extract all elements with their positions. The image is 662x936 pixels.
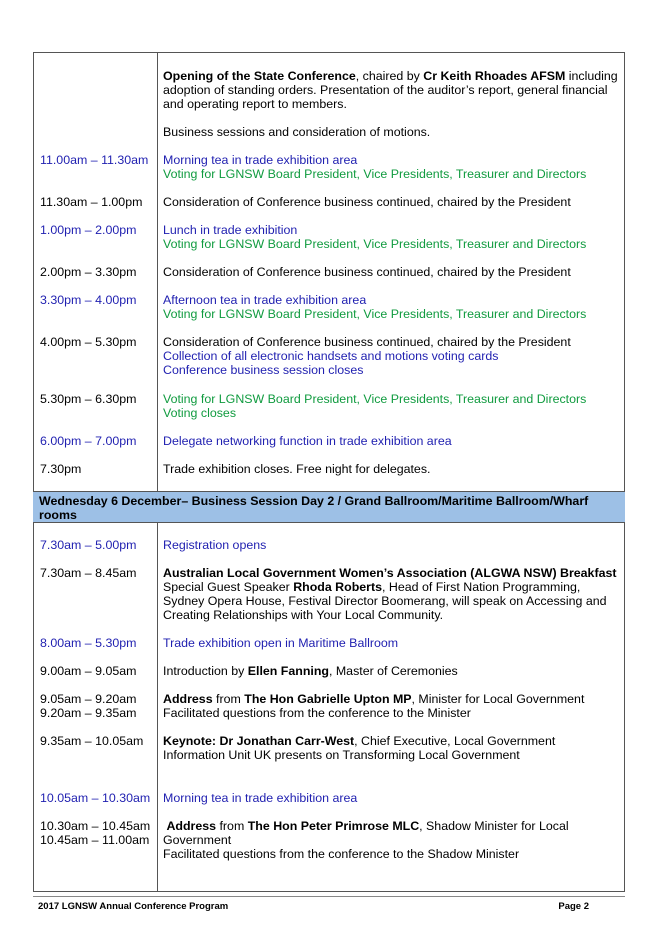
- speaker-intro: Special Guest Speaker: [163, 580, 294, 594]
- row-time: 9.35am – 10.05am: [40, 734, 144, 748]
- row-time: [40, 819, 150, 847]
- footer-rule: [33, 896, 625, 897]
- row-description: [163, 692, 619, 720]
- row-time: 5.30pm – 6.30pm: [40, 392, 137, 406]
- description-line: Collection of all electronic handsets and motions voting cards: [163, 349, 499, 363]
- column-divider-bottom: [157, 523, 158, 892]
- description-line: Consideration of Conference business continued, chaired by the President: [163, 195, 571, 209]
- opening-text: [163, 69, 619, 111]
- row-time: 11.00am – 11.30am: [40, 153, 149, 167]
- description-line: Voting for LGNSW Board President, Vice Presidents, Treasurer and Directors: [163, 307, 587, 321]
- row-description: Trade exhibition open in Maritime Ballroom: [163, 636, 399, 650]
- description-line: Morning tea in trade exhibition area: [163, 153, 358, 167]
- description-line: Afternoon tea in trade exhibition area: [163, 293, 367, 307]
- time-line: 10.30am – 10.45am: [40, 819, 151, 833]
- row-time: 6.00pm – 7.00pm: [40, 434, 137, 448]
- row-time: [40, 692, 136, 720]
- row-time: 11.30am – 1.00pm: [40, 195, 143, 209]
- row-description: [163, 462, 619, 476]
- speaker-name: Rhoda Roberts: [293, 580, 382, 594]
- shadow-minister-name: The Hon Peter Primrose MLC: [247, 819, 420, 833]
- minister-name: The Hon Gabrielle Upton MP: [244, 692, 412, 706]
- time-line: 9.20am – 9.35am: [40, 706, 137, 720]
- chair-name: Cr Keith Rhoades AFSM: [423, 69, 566, 83]
- row-time: 7.30am – 8.45am: [40, 566, 137, 580]
- intro-prefix: Introduction by: [163, 664, 248, 678]
- row-time: 8.00am – 5.30pm: [40, 636, 137, 650]
- time-line: 10.45am – 11.00am: [40, 833, 150, 847]
- row-time: 9.00am – 9.05am: [40, 664, 137, 678]
- day2-header: Wednesday 6 December– Business Session Day 2 / Grand Ballroom/Maritime Ballroom/Wharf rooms: [33, 491, 625, 523]
- address-label: Address: [163, 692, 213, 706]
- opening-title: Opening of the State Conference: [163, 69, 356, 83]
- row-description: Registration opens: [163, 538, 267, 552]
- description-line: Voting closes: [163, 406, 237, 420]
- row-time: 4.00pm – 5.30pm: [40, 335, 137, 349]
- row-description: [163, 664, 619, 678]
- description-line: Lunch in trade exhibition: [163, 223, 298, 237]
- time-line: 9.05am – 9.20am: [40, 692, 137, 706]
- mc-name: Ellen Fanning: [247, 664, 329, 678]
- opening-mid: , chaired by: [355, 69, 424, 83]
- row-description: Morning tea in trade exhibition area: [163, 791, 358, 805]
- row-time: 7.30am – 5.00pm: [40, 538, 137, 552]
- address-from: from: [212, 692, 245, 706]
- row-time: 1.00pm – 2.00pm: [40, 223, 137, 237]
- column-divider-top: [157, 52, 158, 491]
- row-time: 2.00pm – 3.30pm: [40, 265, 137, 279]
- row-description: [163, 293, 619, 321]
- breakfast-title: Australian Local Government Women’s Association (ALGWA NSW) Breakfast: [163, 566, 617, 580]
- footer-title: 2017 LGNSW Annual Conference Program: [38, 901, 229, 912]
- keynote-detail: , Chief Executive, Local Government Information Unit UK presents on Transforming Local Government: [163, 734, 556, 762]
- row-description: [163, 392, 619, 420]
- questions-text: Facilitated questions from the conference to the Shadow Minister: [163, 847, 520, 861]
- row-description: [163, 265, 619, 279]
- business-text: Business sessions and consideration of motions.: [163, 125, 431, 139]
- address-from: from: [216, 819, 248, 833]
- speaker-detail: , Head of First Nation Programming, Sydney Opera House, Festival Director Boomerang, will speak on Accessing and Creating Relationships with Your Local Community.: [163, 580, 607, 622]
- questions-text: Facilitated questions from the conference to the Minister: [163, 706, 471, 720]
- description-line: Voting for LGNSW Board President, Vice Presidents, Treasurer and Directors: [163, 237, 587, 251]
- row-description: [163, 819, 619, 861]
- minister-title: , Minister for Local Government: [411, 692, 585, 706]
- row-description: [163, 335, 619, 377]
- keynote-speaker: Keynote: Dr Jonathan Carr-West: [163, 734, 355, 748]
- row-time: 7.30pm: [40, 462, 82, 476]
- address-label: Address: [166, 819, 217, 833]
- description-line: Consideration of Conference business continued, chaired by the President: [163, 335, 571, 349]
- opening-detail: including adoption of standing orders. Presentation of the auditor’s report, general financial and operating report to members.: [163, 69, 618, 111]
- row-time: 3.30pm – 4.00pm: [40, 293, 137, 307]
- description-line: Voting for LGNSW Board President, Vice Presidents, Treasurer and Directors: [163, 167, 587, 181]
- description-line: Consideration of Conference business continued, chaired by the President: [163, 265, 571, 279]
- intro-suffix: , Master of Ceremonies: [328, 664, 458, 678]
- shadow-minister-title: , Shadow Minister for Local Government: [163, 819, 569, 847]
- row-time: 10.05am – 10.30am: [40, 791, 151, 805]
- row-description: [163, 434, 619, 448]
- description-line: Conference business session closes: [163, 363, 364, 377]
- row-description: [163, 195, 619, 209]
- row-description: [163, 223, 619, 251]
- description-line: Voting for LGNSW Board President, Vice Presidents, Treasurer and Directors: [163, 392, 587, 406]
- row-description: [163, 734, 619, 762]
- description-line: Trade exhibition closes. Free night for delegates.: [163, 462, 431, 476]
- row-description: [163, 153, 619, 181]
- row-description: [163, 566, 619, 622]
- description-line: Delegate networking function in trade exhibition area: [163, 434, 452, 448]
- page-number: Page 2: [558, 901, 589, 912]
